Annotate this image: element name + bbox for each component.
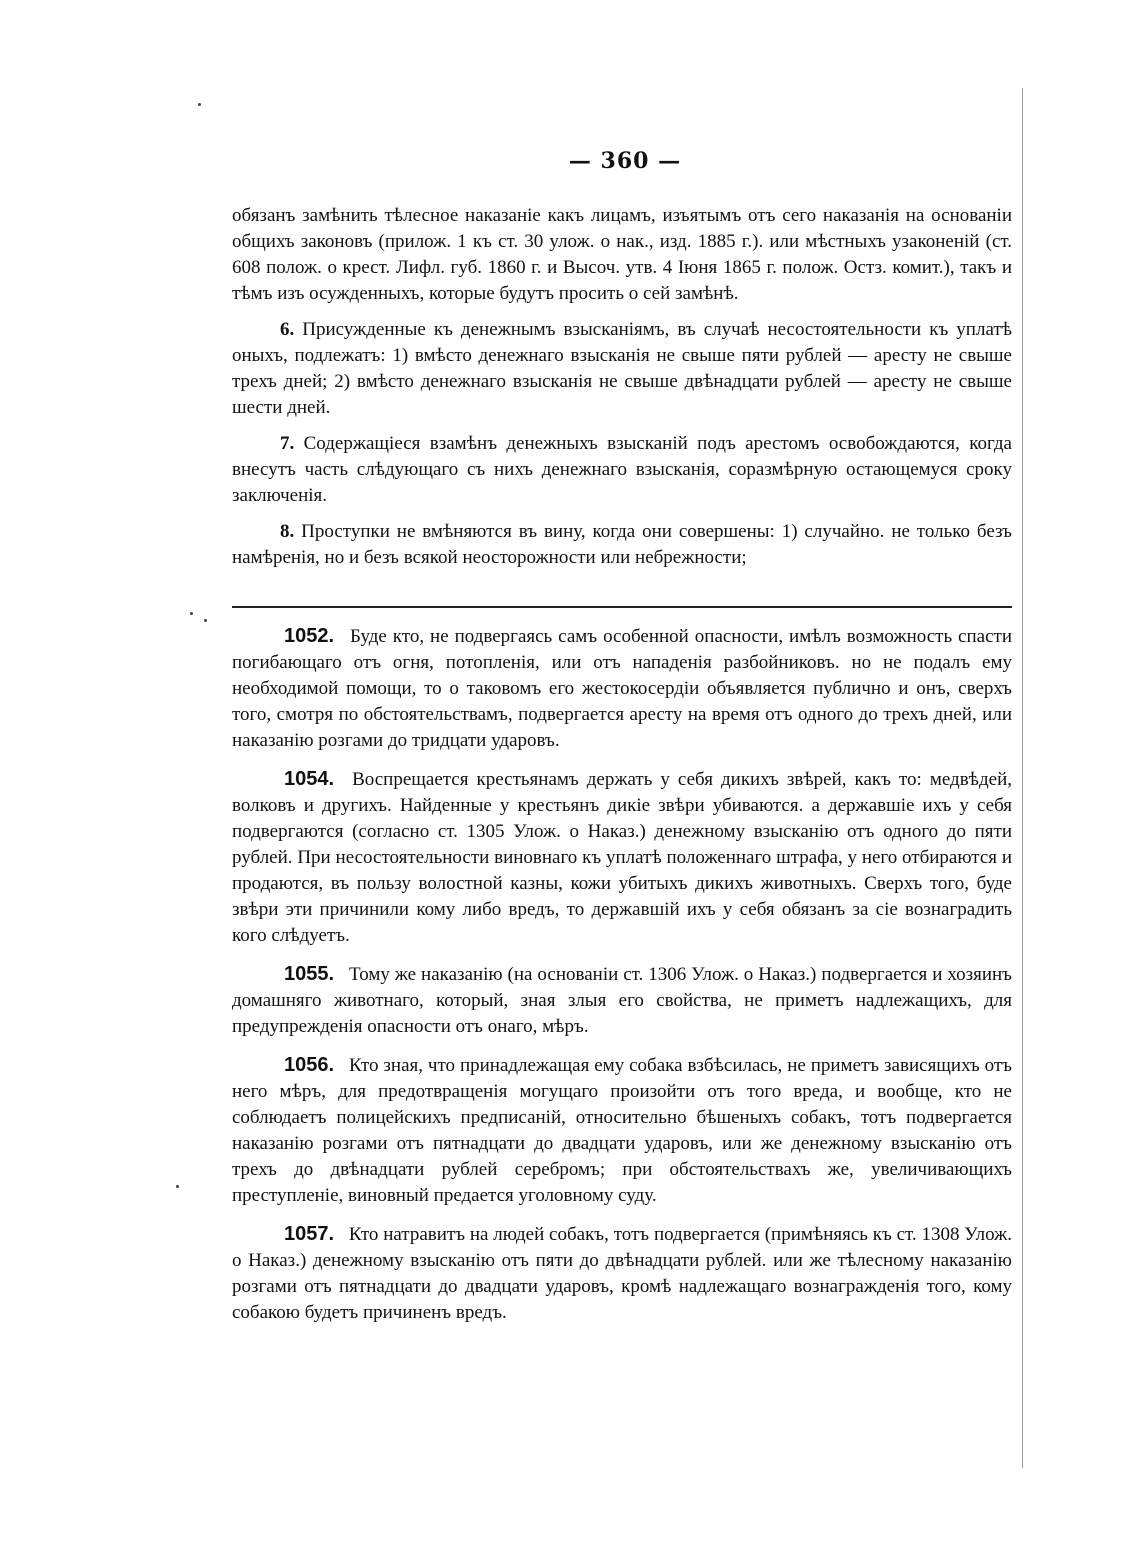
article-text: Кто зная, что принадлежащая ему собака взбѣсилась, не приметъ зависящихъ отъ него мѣръ, для предотвращенія могущаго произойти отъ того вреда, и вообще, кто не соблюдаетъ полицейскихъ предписаній, относительно бѣшеныхъ собакъ, тотъ подвергается наказанію розгами отъ пятнадцати до двадцати ударовъ, или же денежному взысканію отъ трехъ до двѣнадцати рублей серебромъ; при обстоятельствахъ же, увеличивающихъ преступленіе, виновный предается уголовному суду. [232,1055,1013,1206]
scan-speck [204,619,207,622]
paragraph-number: 8. [280,521,295,542]
paragraph-text: Проступки не вмѣняются въ вину, когда они совершены: 1) случайно. не только безъ намѣренія, но и безъ всякой неосторожности или небрежности; [232,521,1012,568]
article-1052 [232,623,1012,754]
article-text: Тому же наказанію (на основаніи ст. 1306 Улож. о Наказ.) подвергается и хозяинъ домашняго животнаго, который, зная злыя его свойства, не приметъ надлежащихъ, для предупрежденія опасности отъ онаго, мѣръ. [232,964,1013,1037]
upper-section [232,203,1012,581]
article-number: 1056. [284,1054,335,1076]
numbered-paragraph [232,431,1012,509]
scan-speck [198,103,201,106]
numbered-paragraph [232,519,1012,571]
paragraph-text: Содержащіеся взамѣнъ денежныхъ взысканій подъ арестомъ освобождаются, когда внесутъ часть слѣдующаго съ нихъ денежнаго взысканія, соразмѣрную остающемуся сроку заключенія. [232,433,1012,506]
paragraph-number: 7. [280,433,295,454]
paragraph-text: Присужденные къ денежнымъ взысканіямъ, въ случаѣ несостоятельности къ уплатѣ оныхъ, подлежатъ: 1) вмѣсто денежнаго взысканія не свыше пяти рублей — аресту не свыше трехъ дней; 2) вмѣсто денежнаго взысканія не свыше двѣнадцати рублей — аресту не свыше шести дней. [232,319,1013,418]
page-number: — 360 — [568,148,682,174]
continuation-paragraph: обязанъ замѣнить тѣлесное наказаніе какъ лицамъ, изъятымъ отъ сего наказанія на основаніи общихъ законовъ (прилож. 1 къ ст. 30 улож. о нак., изд. 1885 г.). или мѣстныхъ узаконеній (ст. 608 полож. о крест. Лифл. губ. 1860 г. и Высоч. утв. 4 Іюня 1865 г. полож. Остз. комит.), такъ и тѣмъ изъ осужденныхъ, которые будутъ просить о сей замѣнѣ. [232,205,1012,304]
section-divider [232,606,1012,608]
article-number: 1055. [284,963,335,985]
page-edge-line [1022,88,1023,1468]
article-1054 [232,766,1012,949]
article-1056 [232,1052,1012,1209]
articles-section [232,623,1012,1338]
article-number: 1054. [284,768,335,790]
article-1055 [232,961,1012,1040]
scan-speck [190,612,193,615]
scan-speck [176,1185,179,1188]
article-text: Кто натравитъ на людей собакъ, тотъ подвергается (примѣняясь къ ст. 1308 Улож. о Наказ.) денежному взысканію отъ пяти до двѣнадцати рублей. или же тѣлесному наказанію розгами отъ пятнадцати до двадцати ударовъ, кромѣ надлежащаго вознагражденія того, кому собакою будетъ причиненъ вредъ. [232,1224,1012,1323]
article-number: 1052. [284,625,335,647]
paragraph-number: 6. [280,319,295,340]
article-number: 1057. [284,1223,335,1245]
numbered-paragraph [232,317,1012,421]
article-1057 [232,1221,1012,1326]
article-text: Буде кто, не подвергаясь самъ особенной опасности, имѣлъ возможность спасти погибающаго отъ огня, потопленія, или отъ нападенія разбойниковъ. но не подалъ ему необходимой помощи, то о таковомъ его жестокосердіи объявляется публично и онъ, сверхъ того, смотря по обстоятельствамъ, подвергается аресту на время отъ одного до трехъ дней, или наказанію розгами до тридцати ударовъ. [232,626,1012,751]
article-text: Воспрещается крестьянамъ держать у себя дикихъ звѣрей, какъ то: медвѣдей, волковъ и другихъ. Найденные у крестьянъ дикіе звѣри убиваются. а державшіе ихъ у себя подвергаются (согласно ст. 1305 Улож. о Наказ.) денежному взысканію отъ одного до пяти рублей. При несостоятельности виновнаго къ уплатѣ положеннаго штрафа, у него отбираются и продаются, въ пользу волостной казны, кожи убитыхъ дикихъ животныхъ. Сверхъ того, буде звѣри эти причинили кому либо вредъ, то державшій ихъ у себя обязанъ за сіе вознаградить кого слѣдуетъ. [232,769,1013,946]
